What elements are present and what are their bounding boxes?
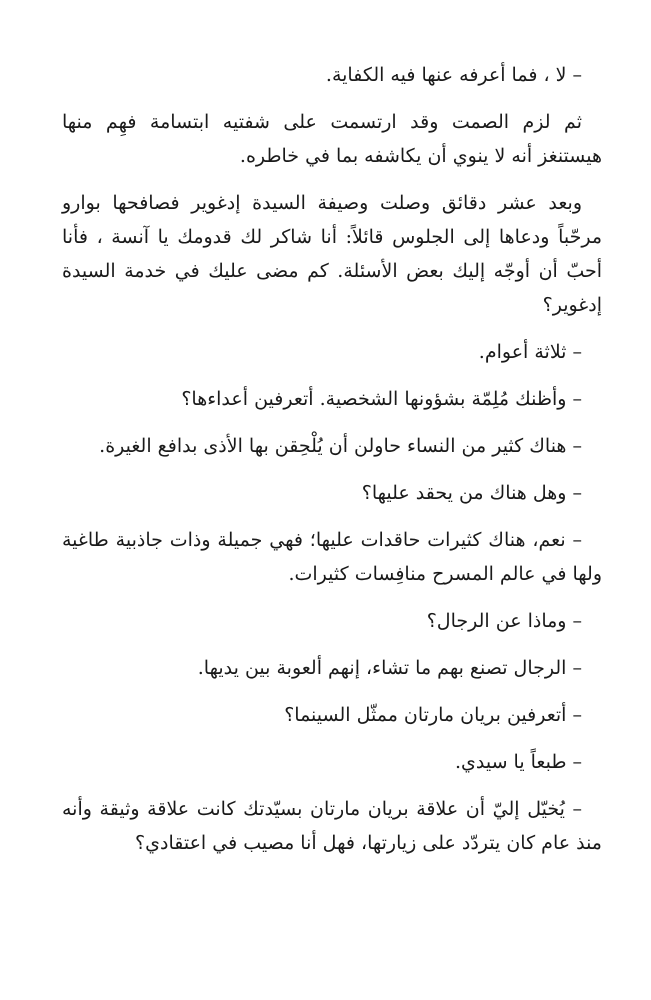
- dialogue-line: – وماذا عن الرجال؟: [426, 610, 582, 632]
- dialogue-line: – الرجال تصنع بهم ما تشاء، إنهم ألعوبة بين يديها.: [197, 657, 582, 679]
- dialogue-line: – وأظنك مُلِمّة بشؤونها الشخصية. أتعرفين أعداءها؟: [181, 388, 582, 410]
- dialogue-line: – نعم، هناك كثيرات حاقدات عليها؛ فهي جميلة وذات جاذبية طاغية ولها في عالم المسرح منافِسات كثيرات.: [62, 529, 602, 585]
- dialogue-line: – وهل هناك من يحقد عليها؟: [361, 482, 582, 504]
- narration-paragraph: ثم لزم الصمت وقد ارتسمت على شفتيه ابتسامة فهِم منها هيستنغز أنه لا ينوي أن يكاشفه بما في خاطره.: [62, 111, 602, 167]
- dialogue-line: – أتعرفين بريان مارتان ممثّل السينما؟: [284, 704, 582, 726]
- book-page: [62, 58, 602, 873]
- dialogue-line: – يُخيّل إليّ أن علاقة بريان مارتان بسيّدتك كانت علاقة وثيقة وأنه منذ عام كان يتردّد على زيارتها، فهل أنا مصيب في اعتقادي؟: [62, 798, 602, 854]
- dialogue-line: – ثلاثة أعوام.: [478, 341, 582, 363]
- dialogue-line: – هناك كثير من النساء حاولن أن يُلْحِقن بها الأذى بدافع الغيرة.: [99, 435, 582, 457]
- dialogue-line: – لا ، فما أعرفه عنها فيه الكفاية.: [325, 64, 582, 86]
- dialogue-line: – طبعاً يا سيدي.: [454, 751, 582, 773]
- narration-paragraph: وبعد عشر دقائق وصلت وصيفة السيدة إدغوير فصافحها بوارو مرحّباً ودعاها إلى الجلوس قائلاً: أنا شاكر لك قدومك يا آنسة ، فأنا أحبّ أن أوجّه إليك بعض الأسئلة. كم مضى عليك في خدمة السيدة إدغوير؟: [62, 192, 602, 316]
